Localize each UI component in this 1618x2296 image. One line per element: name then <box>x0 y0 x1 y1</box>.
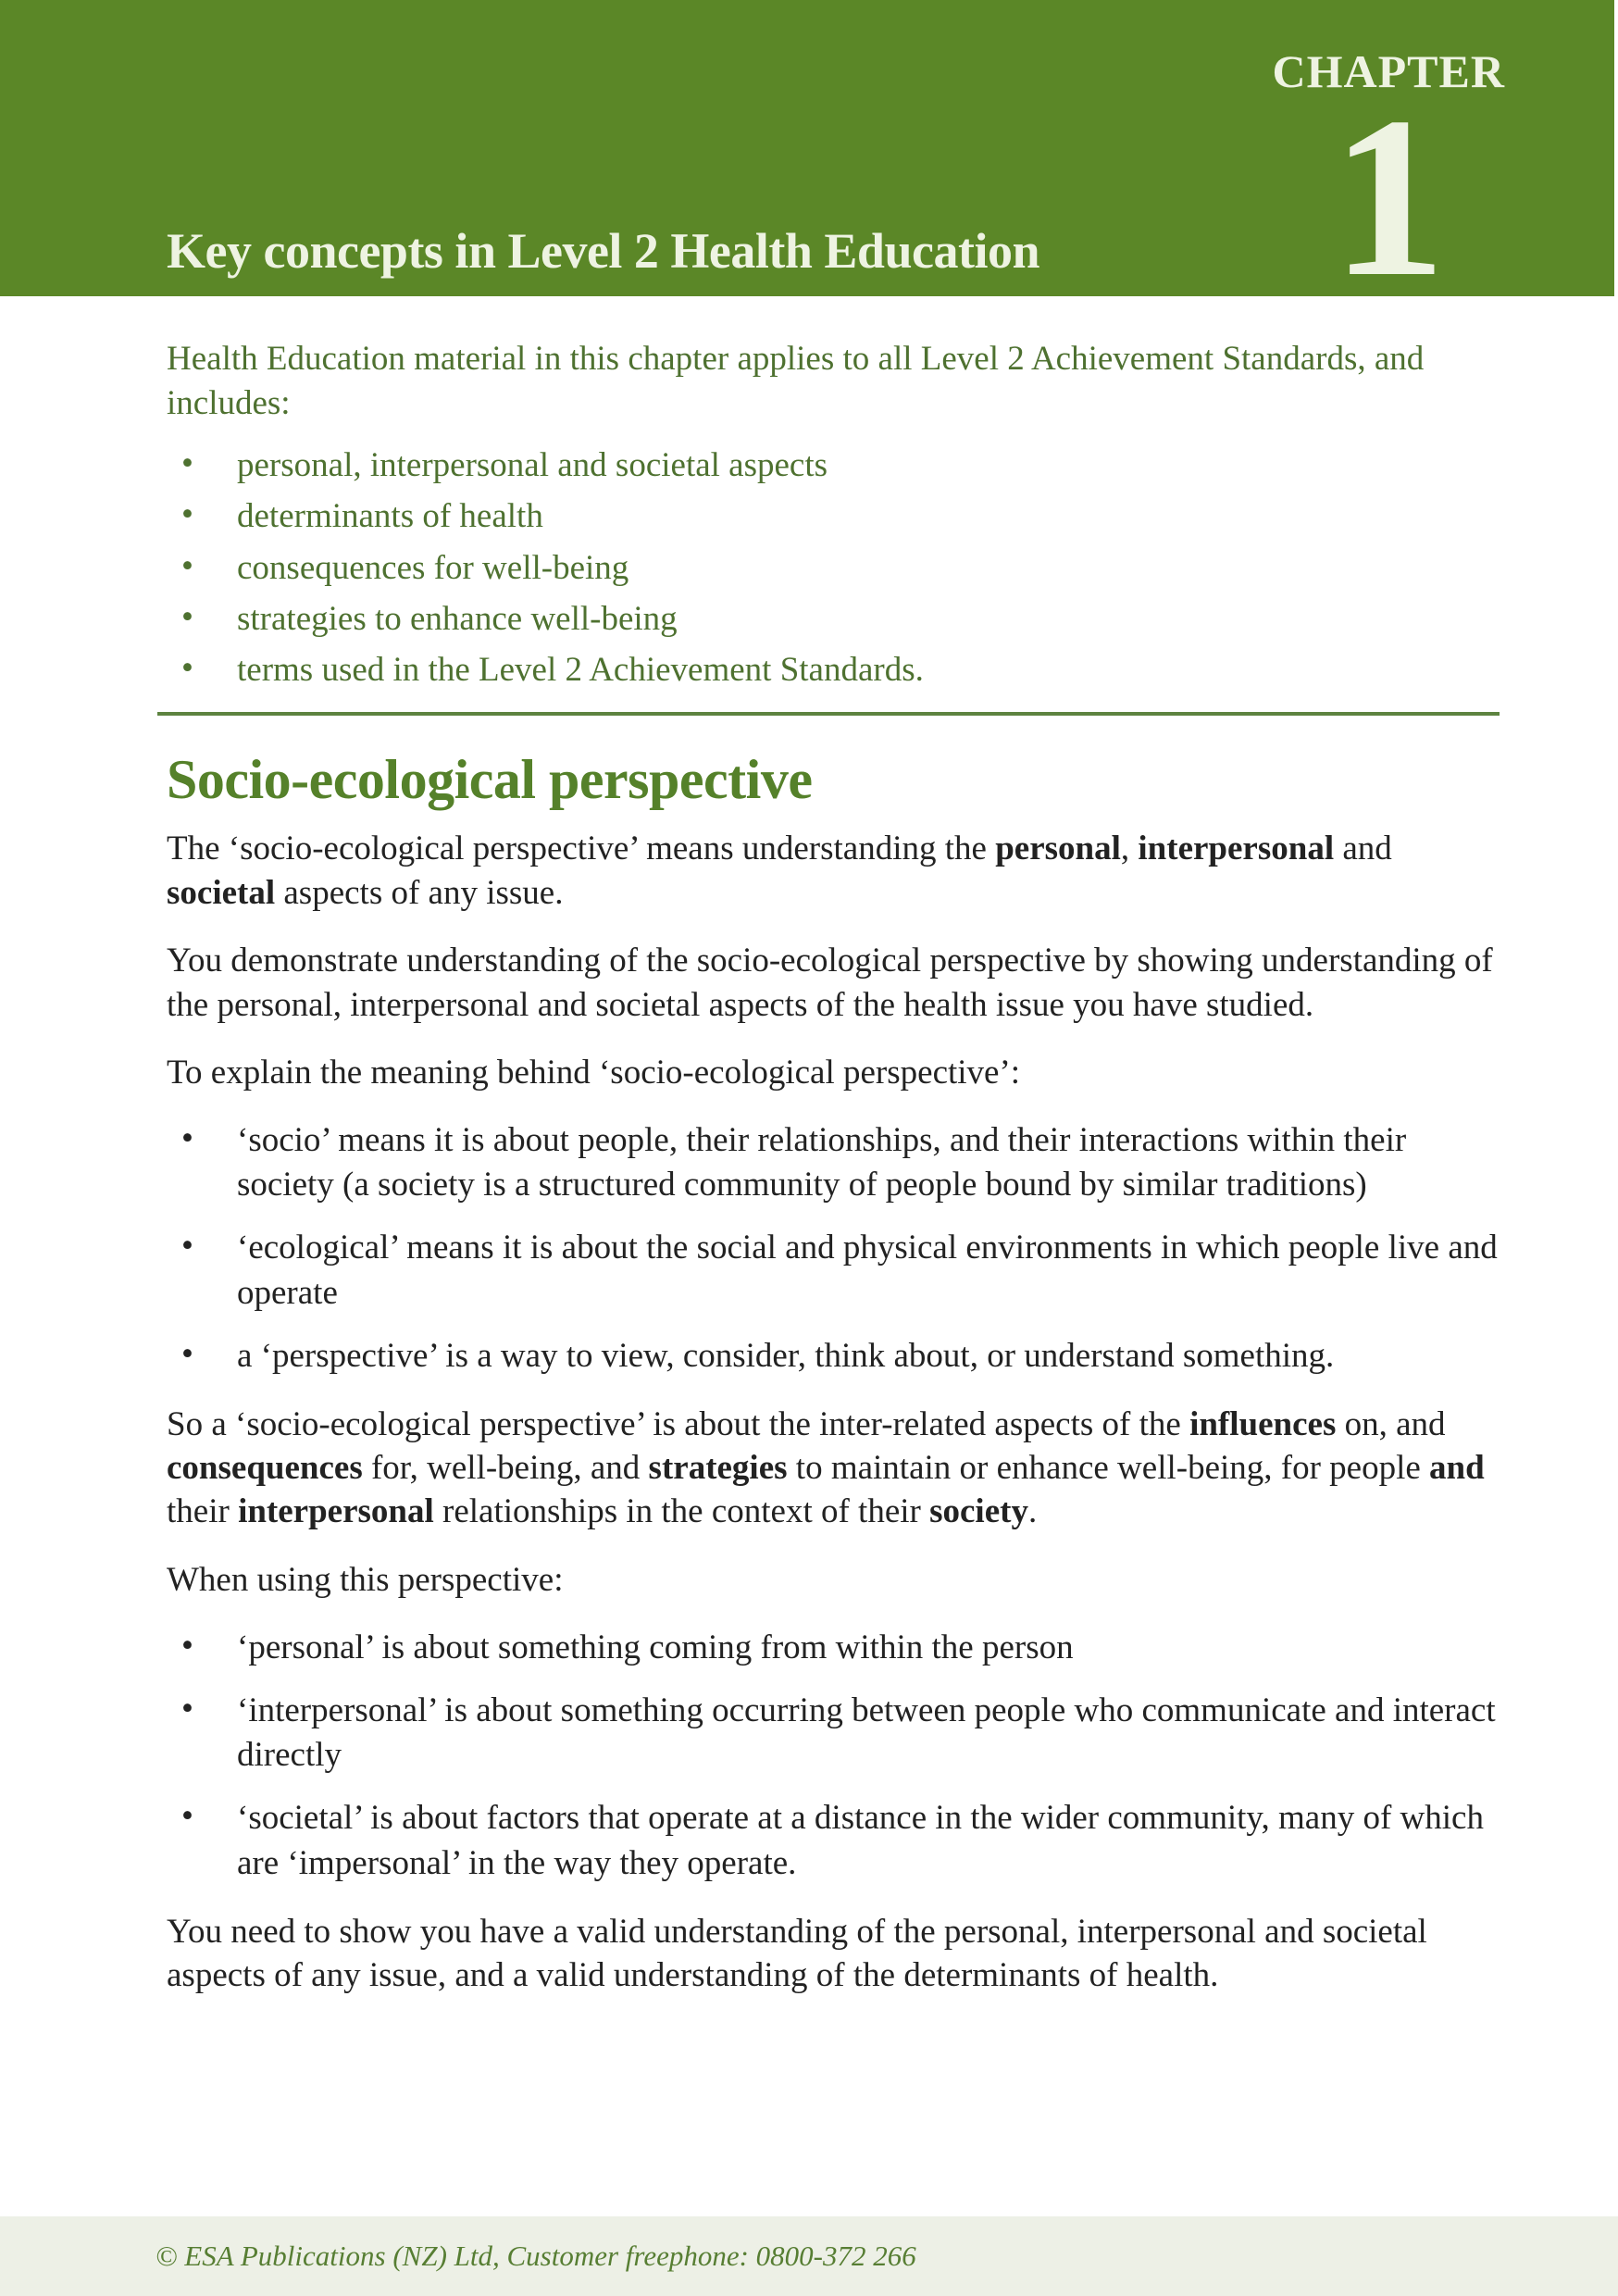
list-item: • ‘ecological’ means it is about the social and physical environments in which people live and operate <box>167 1226 1500 1315</box>
paragraph: You demonstrate understanding of the socio-ecological perspective by showing understanding of the personal, interpersonal and societal aspects of the health issue you have studied. <box>167 942 1493 1024</box>
footer-text: © ESA Publications (NZ) Ltd, Customer freephone: 0800-372 266 <box>156 2240 916 2272</box>
chapter-number: 1 <box>1331 69 1447 324</box>
paragraph: To explain the meaning behind ‘socio-ecological perspective’: <box>167 1053 1021 1092</box>
list-item: • determinants of health <box>167 495 1500 538</box>
list-item: • consequences for well-being <box>167 547 1500 590</box>
list-item: • ‘societal’ is about factors that operate at a distance in the wider community, many of which are ‘impersonal’ in the way they operate. <box>167 1796 1500 1885</box>
page-title: Key concepts in Level 2 Health Education <box>167 223 1039 279</box>
chapter-label: CHAPTER <box>1272 45 1505 97</box>
intro-paragraph: Health Education material in this chapter applies to all Level 2 Achievement Standards, and includes: <box>167 340 1425 423</box>
paragraph: So a ‘socio-ecological perspective’ is about the inter-related aspects of the influences on, and consequences for, well-being, and strategies to maintain or enhance well-being, for people and their interpersonal relationships in the context of their society. <box>167 1404 1485 1531</box>
section-divider <box>157 712 1500 716</box>
list-item: • personal, interpersonal and societal aspects <box>167 444 1500 487</box>
list-item: • ‘interpersonal’ is about something occurring between people who communicate and interact directly <box>167 1689 1500 1778</box>
list-item: • strategies to enhance well-being <box>167 598 1500 641</box>
chapter-block <box>1272 45 1505 324</box>
intro-bullet-list <box>167 444 1500 692</box>
section-heading: Socio-ecological perspective <box>167 749 813 811</box>
list-item: • a ‘perspective’ is a way to view, consider, think about, or understand something. <box>167 1334 1500 1379</box>
perspective-bullet-list <box>167 1626 1500 1885</box>
list-item: • ‘personal’ is about something coming from within the person <box>167 1626 1500 1670</box>
paragraph: You need to show you have a valid understanding of the personal, interpersonal and societal aspects of any issue, and a valid understanding of the determinants of health. <box>167 1912 1427 1994</box>
page-footer <box>0 2216 1618 2296</box>
list-item: • terms used in the Level 2 Achievement Standards. <box>167 649 1500 692</box>
list-item: • ‘socio’ means it is about people, their relationships, and their interactions within their society (a society is a structured community of people bound by similar traditions) <box>167 1118 1500 1207</box>
paragraph: When using this perspective: <box>167 1560 564 1599</box>
paragraph: The ‘socio-ecological perspective’ means understanding the personal, interpersonal and societal aspects of any issue. <box>167 830 1392 912</box>
chapter-header-band <box>0 0 1614 324</box>
definition-bullet-list <box>167 1118 1500 1378</box>
page-body <box>0 296 1618 1997</box>
